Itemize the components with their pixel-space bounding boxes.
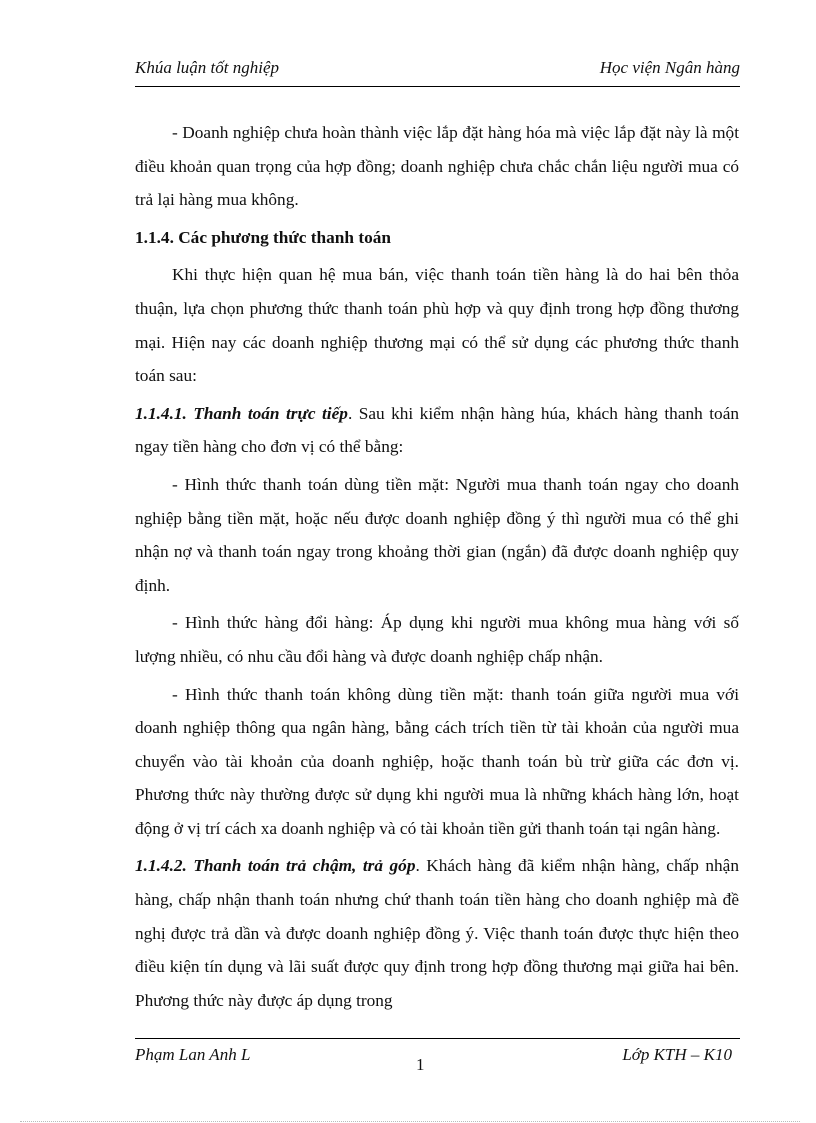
direct-payment-text: . Sau khi kiểm nhận hàng húa, khách hàng thanh toán ngay tiền hàng cho đơn vị có thể bằng: — [135, 403, 740, 457]
paragraph-barter: - Hình thức hàng đổi hàng: Áp dụng khi người mua không mua hàng với số lượng nhiều, có nhu cầu đổi hàng và được doanh nghiệp chấp nhận. — [135, 613, 739, 666]
page-header — [135, 58, 740, 82]
footer-class: Lớp KTH – K10 — [622, 1045, 732, 1064]
page-body — [135, 116, 739, 1017]
paragraph-installation-condition: - Doanh nghiệp chưa hoàn thành việc lắp đặt hàng hóa mà việc lắp đặt này là một điều khoản quan trọng của hợp đồng; doanh nghiệp chưa chắc chắn liệu người mua có trả lại hàng mua không. — [135, 123, 739, 210]
deferred-payment-text: . Khách hàng đã kiểm nhận hàng, chấp nhận hàng, chấp nhận thanh toán nhưng chứ thanh toán tiền hàng cho doanh nghiệp mà đề nghị được trả dần và được doanh nghiệp đồng ý. Việc thanh toán được thực hiện theo điều kiện tín dụng và lãi suất được quy định trong hợp đồng thương mại giữa hai bên. Phương thức này được áp dụng trong — [135, 856, 739, 1010]
header-thesis-title: Khúa luận tốt nghiệp — [135, 58, 280, 77]
paragraph-non-cash-payment: - Hình thức thanh toán không dùng tiền mặt: thanh toán giữa người mua với doanh nghiệp thông qua ngân hàng, bằng cách trích tiền từ tài khoản của người mua chuyển vào tài khoản của doanh nghiệp, hoặc thanh toán bù trừ giữa các đơn vị. Phương thức này thường được sử dụng khi người mua là những khách hàng lớn, hoạt động ở vị trí cách xa doanh nghiệp và có tài khoản tiền gửi thanh toán tại ngân hàng. — [135, 684, 739, 838]
section-heading: 1.1.4. Các phương thức thanh toán — [135, 227, 391, 247]
footer-author: Phạm Lan Anh L — [135, 1045, 251, 1064]
page-bottom-border — [20, 1121, 800, 1122]
paragraph-payment-intro: Khi thực hiện quan hệ mua bán, việc thanh toán tiền hàng là do hai bên thỏa thuận, lựa chọn phương thức thanh toán phù hợp và quy định trong hợp đồng thương mại. Hiện nay các doanh nghiệp thương mại có thể sử dụng các phương thức thanh toán sau: — [135, 265, 739, 386]
page-footer — [135, 1045, 740, 1075]
paragraph-cash-payment: - Hình thức thanh toán dùng tiền mặt: Người mua thanh toán ngay cho doanh nghiệp bằng tiền mặt, hoặc nếu được doanh nghiệp đồng ý thì người mua có thể ghi nhận nợ và thanh toán ngay trong khoảng thời gian (ngắn) đã được doanh nghiệp quy định. — [135, 474, 739, 595]
subsection-title-deferred-payment: 1.1.4.2. Thanh toán trả chậm, trả góp — [135, 856, 416, 876]
subsection-title-direct-payment: 1.1.4.1. Thanh toán trực tiếp — [135, 403, 348, 423]
page-number: 1 — [416, 1055, 425, 1074]
paragraph-direct-payment — [135, 397, 739, 464]
paragraph-deferred-payment — [135, 849, 739, 1017]
header-divider — [135, 86, 740, 87]
footer-divider — [135, 1038, 740, 1039]
header-institution: Học viện Ngân hàng — [599, 58, 740, 77]
